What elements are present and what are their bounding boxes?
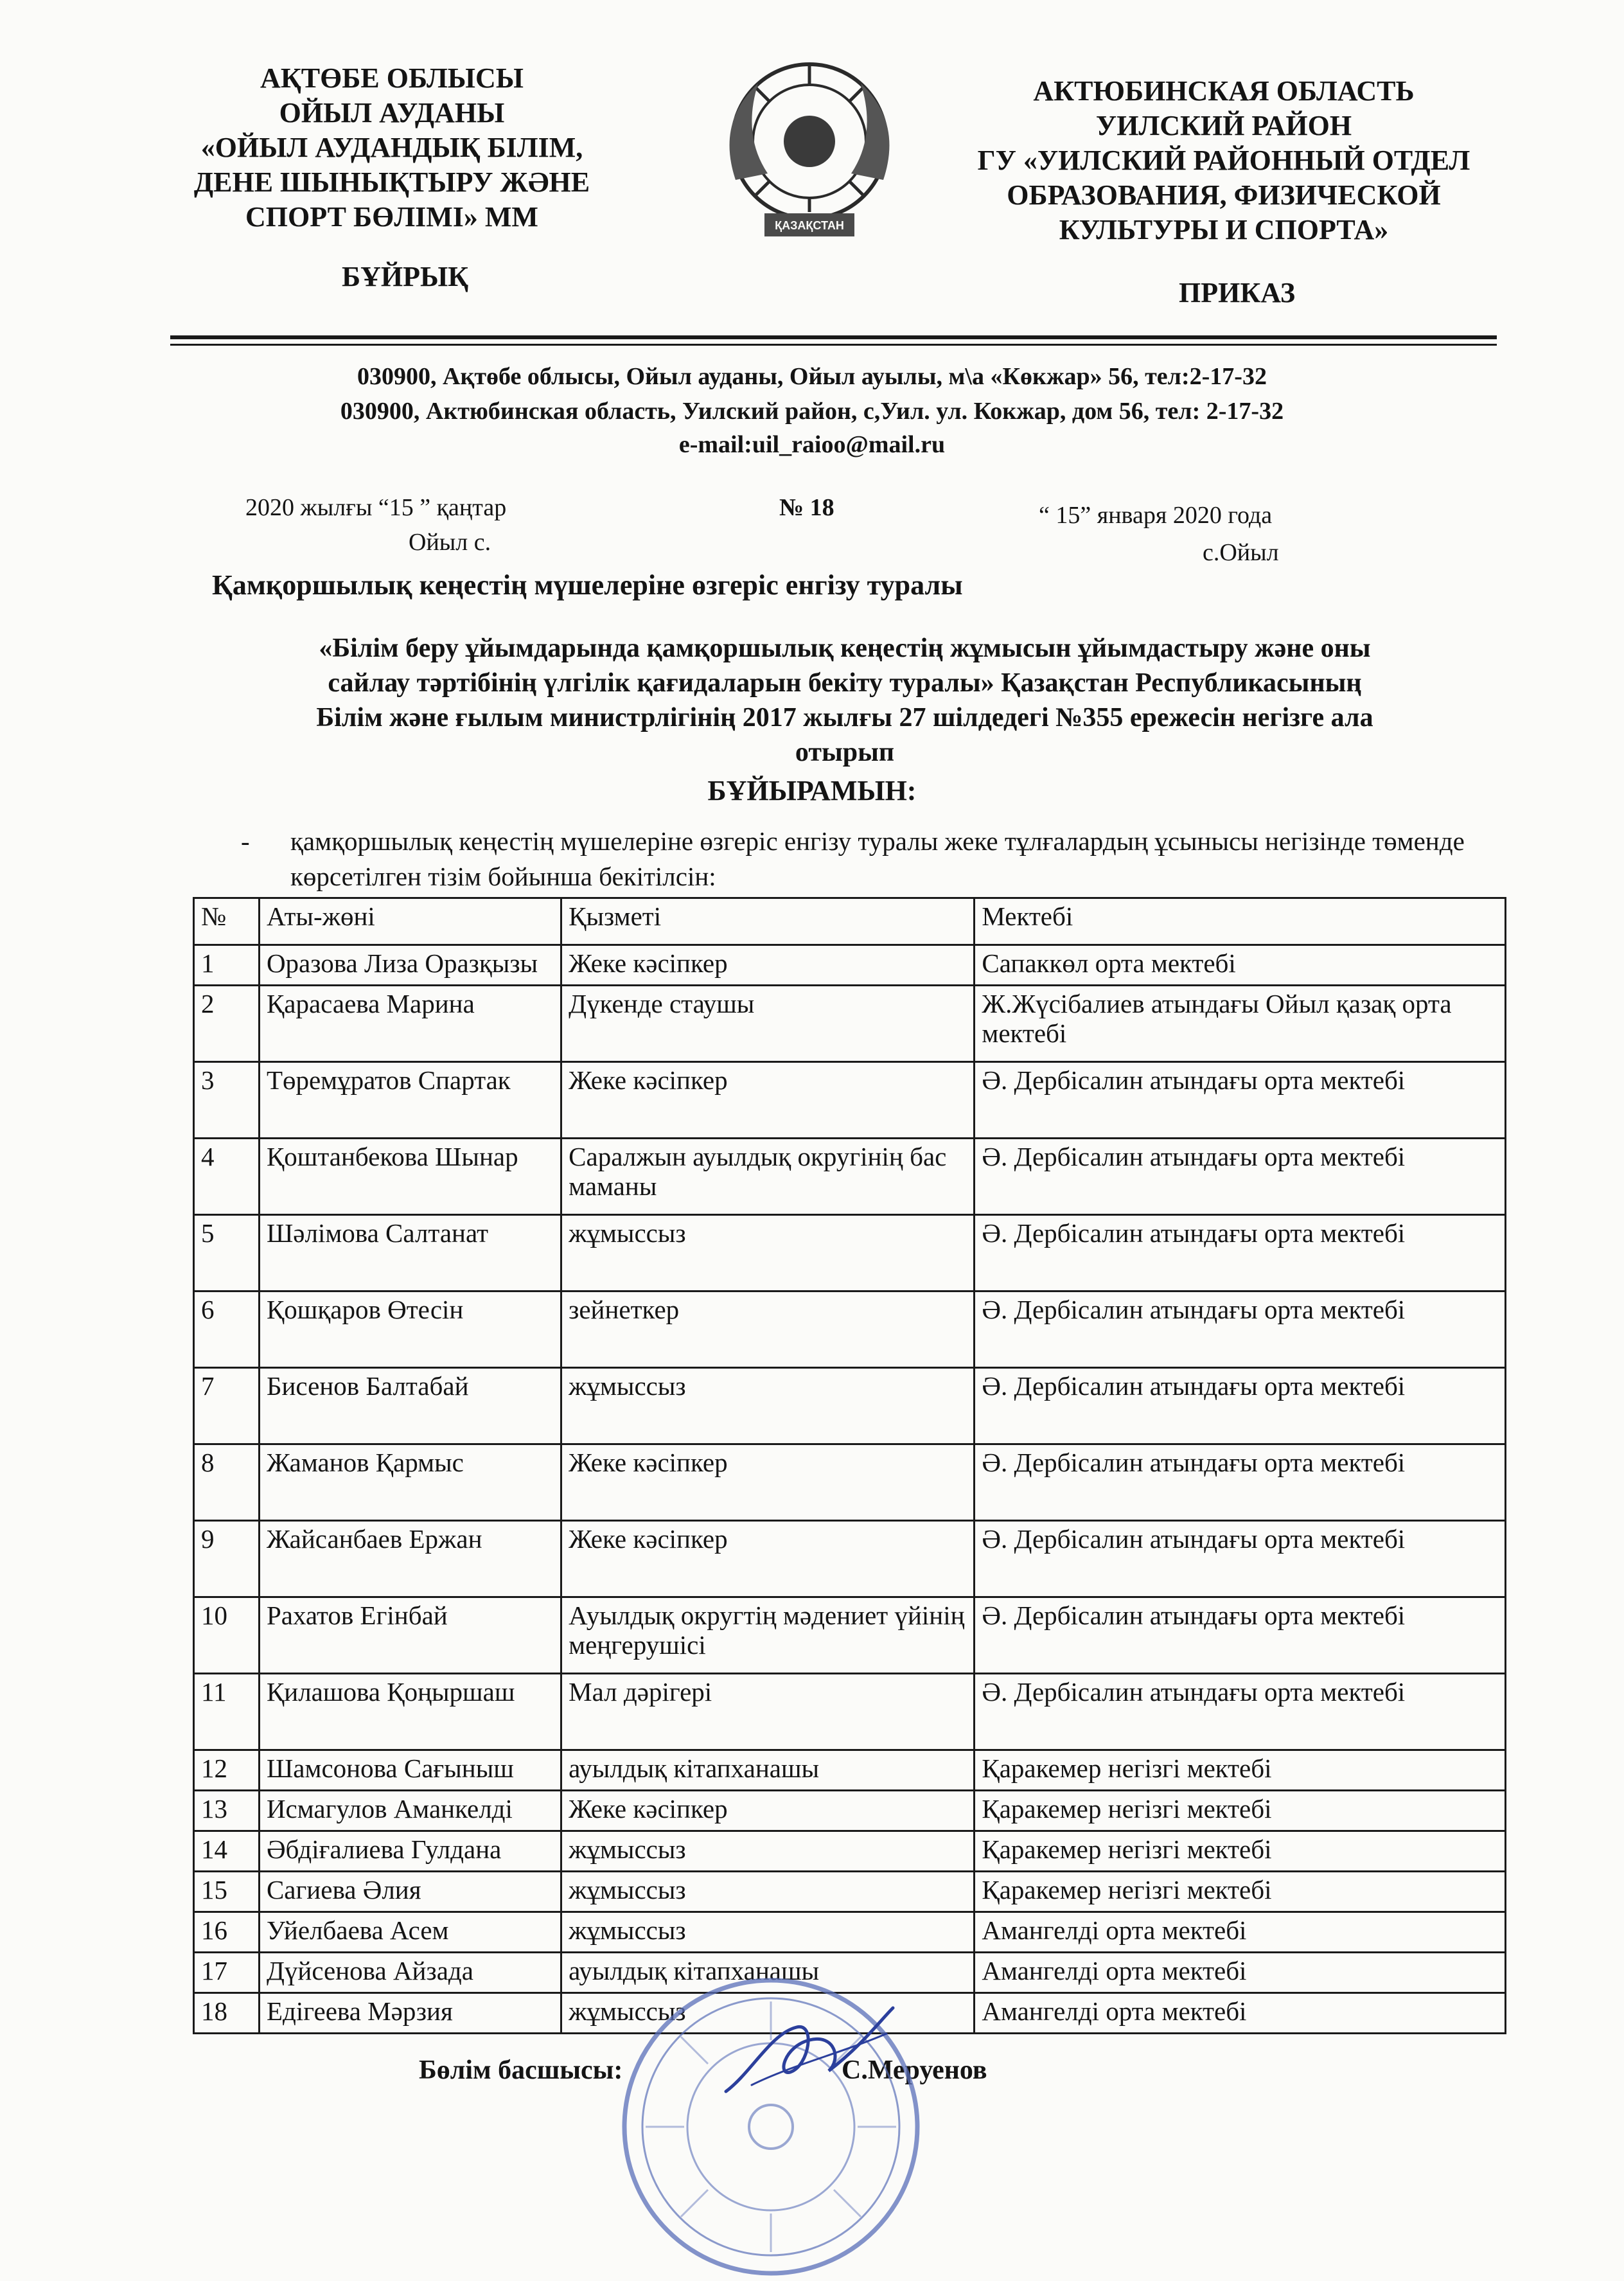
cell-school: Қаракемер негізгі мектебі — [975, 1791, 1506, 1831]
cell-position: Жеке кәсіпкер — [561, 1444, 975, 1521]
cell-name: Едігеева Мәрзия — [259, 1993, 561, 2034]
intro-line: «Білім беру ұйымдарында қамқоршылық кеңестің жұмысын ұйымдастыру және оны — [319, 634, 1371, 663]
cell-name: Шәлімова Салтанат — [259, 1215, 561, 1291]
cell-number: 11 — [194, 1674, 260, 1750]
cell-position: Дүкенде стаушы — [561, 986, 975, 1062]
cell-school: Қаракемер негізгі мектебі — [975, 1831, 1506, 1872]
cell-position: Саралжын ауылдық округінің бас маманы — [561, 1139, 975, 1215]
header-name: Аты-жөні — [259, 898, 561, 945]
cell-number: 17 — [194, 1953, 260, 1993]
table-row — [194, 1215, 1506, 1291]
header-left-line: «ОЙЫЛ АУДАНДЫҚ БІЛІМ, — [200, 132, 583, 163]
order-heading: БҰЙЫРАМЫН: — [707, 775, 917, 806]
cell-name: Шамсонова Сағыныш — [259, 1750, 561, 1791]
cell-position: Жеке кәсіпкер — [561, 1062, 975, 1139]
emblem-text: ҚАЗАҚСТАН — [775, 219, 844, 232]
intro-line: отырып — [795, 738, 895, 767]
cell-school: Ж.Жүсібалиев атындағы Ойыл қазақ орта мектебі — [975, 986, 1506, 1062]
cell-number: 13 — [194, 1791, 260, 1831]
cell-name: Қоштанбекова Шынар — [259, 1139, 561, 1215]
header-right-line: ОБРАЗОВАНИЯ, ФИЗИЧЕСКОЙ — [1007, 179, 1441, 211]
cell-school: Қаракемер негізгі мектебі — [975, 1750, 1506, 1791]
cell-position: Жеке кәсіпкер — [561, 945, 975, 986]
order-word-kz: БҰЙРЫҚ — [342, 261, 469, 292]
cell-position: жұмыссыз — [561, 1993, 975, 2034]
cell-school: Сапаккөл орта мектебі — [975, 945, 1506, 986]
bullet-text: қамқоршылық кеңестің мүшелеріне өзгеріс енгізу туралы жеке тұлғалардың ұсынысы негізінде төменде көрсетілген тізім бойынша бекітілсін: — [290, 826, 1465, 891]
header-left-block — [161, 61, 623, 235]
header-right-line: КУЛЬТУРЫ И СПОРТА» — [1059, 214, 1389, 245]
cell-school: Амангелді орта мектебі — [975, 1993, 1506, 2034]
intro-line: сайлау тәртібінің үлгілік қағидаларын бекіту туралы» Қазақстан Республикасының — [328, 668, 1362, 698]
table-row — [194, 1791, 1506, 1831]
header-number: № — [194, 898, 260, 945]
cell-name: Төремұратов Спартак — [259, 1062, 561, 1139]
cell-name: Оразова Лиза Оразқызы — [259, 945, 561, 986]
cell-name: Қилашова Қоңыршаш — [259, 1674, 561, 1750]
intro-line: Білім және ғылым министрлігінің 2017 жылғы 27 шілдедегі №355 ережесін негізге ала — [316, 703, 1373, 732]
header-rule-thin — [170, 344, 1497, 346]
cell-name: Исмагулов Аманкелді — [259, 1791, 561, 1831]
cell-school: Ә. Дербісалин атындағы орта мектебі — [975, 1368, 1506, 1444]
header-right-line: ГУ «УИЛСКИЙ РАЙОННЫЙ ОТДЕЛ — [977, 145, 1470, 176]
table-row — [194, 1674, 1506, 1750]
cell-name: Қарасаева Марина — [259, 986, 561, 1062]
signature-name: С.Меруенов — [842, 2055, 987, 2085]
cell-position: зейнеткер — [561, 1291, 975, 1368]
cell-school: Амангелді орта мектебі — [975, 1912, 1506, 1953]
cell-name: Бисенов Балтабай — [259, 1368, 561, 1444]
cell-school: Ә. Дербісалин атындағы орта мектебі — [975, 1215, 1506, 1291]
header-left-line: СПОРТ БӨЛІМІ» ММ — [245, 201, 538, 233]
document-title: Қамқоршылық кеңестің мүшелеріне өзгеріс енгізу туралы — [212, 569, 963, 601]
cell-name: Дүйсенова Айзада — [259, 1953, 561, 1993]
handwritten-signature — [713, 1995, 906, 2111]
table-row — [194, 986, 1506, 1062]
cell-school: Ә. Дербісалин атындағы орта мектебі — [975, 1062, 1506, 1139]
table-row — [194, 1831, 1506, 1872]
cell-position: Жеке кәсіпкер — [561, 1791, 975, 1831]
cell-position: Жеке кәсіпкер — [561, 1521, 975, 1597]
address-kz: 030900, Ақтөбе облысы, Ойыл ауданы, Ойыл ауылы, м\а «Көкжар» 56, тел:2-17-32 — [357, 363, 1267, 390]
cell-name: Рахатов Егінбай — [259, 1597, 561, 1674]
cell-position: жұмыссыз — [561, 1872, 975, 1912]
cell-number: 1 — [194, 945, 260, 986]
cell-position: Мал дәрігері — [561, 1674, 975, 1750]
header-position: Қызметі — [561, 898, 975, 945]
cell-school: Амангелді орта мектебі — [975, 1953, 1506, 1993]
cell-number: 18 — [194, 1993, 260, 2034]
order-word-ru: ПРИКАЗ — [1179, 277, 1296, 308]
intro-paragraph — [218, 631, 1471, 770]
cell-number: 10 — [194, 1597, 260, 1674]
cell-name: Қошқаров Өтесін — [259, 1291, 561, 1368]
cell-school: Ә. Дербісалин атындағы орта мектебі — [975, 1291, 1506, 1368]
cell-number: 12 — [194, 1750, 260, 1791]
place-ru: с.Ойыл — [1203, 539, 1279, 566]
cell-name: Жайсанбаев Ержан — [259, 1521, 561, 1597]
cell-name: Жаманов Қармыс — [259, 1444, 561, 1521]
cell-position: ауылдық кітапханашы — [561, 1953, 975, 1993]
cell-number: 9 — [194, 1521, 260, 1597]
cell-number: 15 — [194, 1872, 260, 1912]
cell-number: 16 — [194, 1912, 260, 1953]
table-header-row — [194, 898, 1506, 945]
signature-label: Бөлім басшысы: — [419, 2055, 623, 2085]
cell-position: ауылдық кітапханашы — [561, 1750, 975, 1791]
cell-position: Ауылдық округтің мәдениет үйінің меңгерушісі — [561, 1597, 975, 1674]
table-row — [194, 1444, 1506, 1521]
header-left-line: ОЙЫЛ АУДАНЫ — [279, 97, 505, 129]
cell-number: 14 — [194, 1831, 260, 1872]
cell-name: Сагиева Әлия — [259, 1872, 561, 1912]
table-row — [194, 1368, 1506, 1444]
table-row — [194, 1912, 1506, 1953]
place-kz: Ойыл с. — [409, 529, 491, 556]
cell-number: 7 — [194, 1368, 260, 1444]
date-ru: “ 15” января 2020 года — [1039, 502, 1273, 529]
table-row — [194, 945, 1506, 986]
cell-number: 8 — [194, 1444, 260, 1521]
cell-school: Ә. Дербісалин атындағы орта мектебі — [975, 1674, 1506, 1750]
header-right-block — [935, 74, 1513, 247]
cell-position: жұмыссыз — [561, 1368, 975, 1444]
table-row — [194, 1597, 1506, 1674]
header-right-line: АКТЮБИНСКАЯ ОБЛАСТЬ — [1033, 75, 1415, 107]
cell-position: жұмыссыз — [561, 1831, 975, 1872]
table-row — [194, 1521, 1506, 1597]
cell-number: 2 — [194, 986, 260, 1062]
bullet-marker: - — [241, 826, 250, 856]
cell-school: Ә. Дербісалин атындағы орта мектебі — [975, 1444, 1506, 1521]
cell-position: жұмыссыз — [561, 1215, 975, 1291]
table-row — [194, 1062, 1506, 1139]
address-ru: 030900, Актюбинская область, Уилский район, с,Уил. ул. Кокжар, дом 56, тел: 2-17-32 — [340, 398, 1284, 425]
cell-position: жұмыссыз — [561, 1912, 975, 1953]
cell-number: 5 — [194, 1215, 260, 1291]
table-row — [194, 1139, 1506, 1215]
table-row — [194, 1872, 1506, 1912]
council-members-table — [193, 897, 1506, 2034]
cell-name: Уйелбаева Асем — [259, 1912, 561, 1953]
header-left-line: ДЕНЕ ШЫНЫҚТЫРУ ЖӘНЕ — [193, 166, 590, 198]
cell-school: Ә. Дербісалин атындағы орта мектебі — [975, 1597, 1506, 1674]
cell-name: Әбдіғалиева Гулдана — [259, 1831, 561, 1872]
header-school: Мектебі — [975, 898, 1506, 945]
header-right-line: УИЛСКИЙ РАЙОН — [1095, 110, 1352, 141]
cell-school: Ә. Дербісалин атындағы орта мектебі — [975, 1139, 1506, 1215]
cell-school: Ә. Дербісалин атындағы орта мектебі — [975, 1521, 1506, 1597]
cell-school: Қаракемер негізгі мектебі — [975, 1872, 1506, 1912]
table-row — [194, 1291, 1506, 1368]
header-rule-thick — [170, 335, 1497, 339]
table-row — [194, 1750, 1506, 1791]
header-left-line: АҚТӨБЕ ОБЛЫСЫ — [260, 62, 524, 94]
email: e-mail:uil_raioo@mail.ru — [678, 431, 946, 458]
cell-number: 6 — [194, 1291, 260, 1368]
date-kz: 2020 жылғы “15 ” қаңтар — [245, 494, 507, 521]
cell-number: 4 — [194, 1139, 260, 1215]
state-emblem-icon — [697, 45, 922, 244]
order-number: № 18 — [779, 494, 834, 521]
cell-number: 3 — [194, 1062, 260, 1139]
